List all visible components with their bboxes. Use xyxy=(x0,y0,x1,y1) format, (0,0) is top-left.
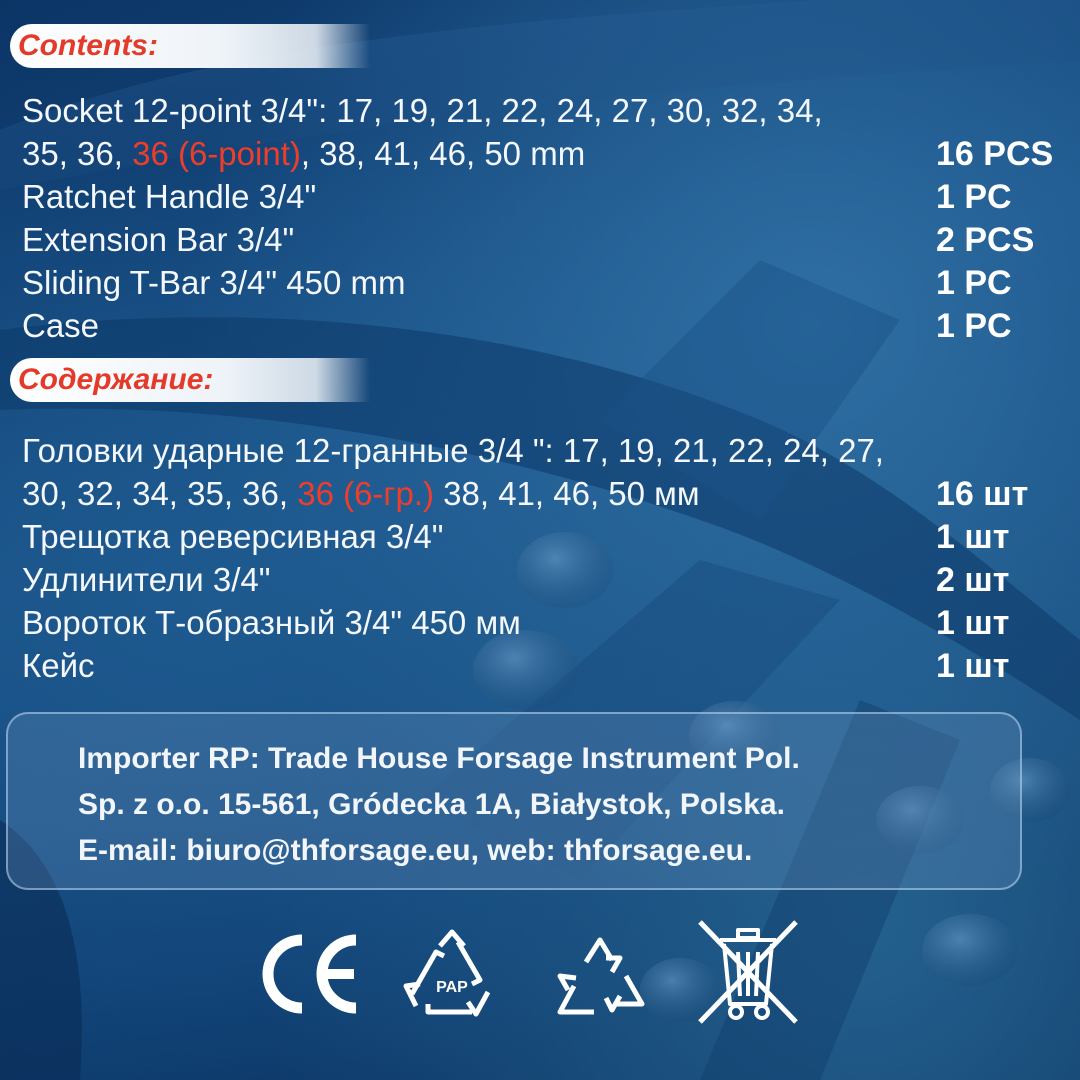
item-text: Case xyxy=(22,307,100,344)
item-quantity: 16 шт xyxy=(936,475,1029,513)
list-item xyxy=(22,604,1062,646)
contents-header: Contents: xyxy=(18,29,158,62)
soderzhanie-header-bar xyxy=(10,358,370,402)
list-item xyxy=(22,264,1062,306)
item-text: Sliding T-Bar 3/4" 450 mm xyxy=(22,264,406,301)
item-text: Socket 12-point 3/4": 17, 19, 21, 22, 24, 27, 30, 32, 34, xyxy=(22,92,823,129)
item-quantity: 1 шт xyxy=(936,647,1010,685)
list-item xyxy=(22,561,1062,603)
item-quantity: 1 шт xyxy=(936,604,1010,642)
pap-label: PAP xyxy=(436,979,468,996)
list-item xyxy=(22,135,1062,177)
item-text: Extension Bar 3/4" xyxy=(22,221,295,258)
ce-mark-icon xyxy=(254,930,366,1018)
highlight-size: 36 (6-point) xyxy=(132,135,301,172)
item-text: Кейс xyxy=(22,647,95,684)
item-quantity: 2 шт xyxy=(936,561,1010,599)
crossed-bin-weee-icon xyxy=(696,918,800,1026)
item-text: 35, 36, 36 (6-point), 38, 41, 46, 50 mm xyxy=(22,135,586,172)
item-text: Вороток Т-образный 3/4" 450 мм xyxy=(22,604,521,641)
item-quantity: 16 PCS xyxy=(936,135,1054,173)
item-quantity: 1 шт xyxy=(936,518,1010,556)
item-quantity: 1 PC xyxy=(936,264,1012,302)
item-quantity: 1 PC xyxy=(936,307,1012,345)
item-text: Удлинители 3/4" xyxy=(22,561,271,598)
list-item xyxy=(22,518,1062,560)
importer-info-box xyxy=(6,712,1022,890)
item-text: Головки ударные 12-гранные 3/4 ": 17, 19, 21, 22, 24, 27, xyxy=(22,432,884,469)
highlight-size: 36 (6-гр.) xyxy=(297,475,434,512)
soderzhanie-header: Содержание: xyxy=(18,363,214,396)
importer-line-3: E-mail: biuro@thforsage.eu, web: thforsage.eu. xyxy=(78,834,753,867)
list-item xyxy=(22,432,1062,474)
list-item xyxy=(22,92,1062,134)
importer-line-2: Sp. z o.o. 15-561, Gródecka 1A, Białystok, Polska. xyxy=(78,788,785,821)
item-quantity: 2 PCS xyxy=(936,221,1035,259)
item-text: Трещотка реверсивная 3/4" xyxy=(22,518,444,555)
pap-recycling-icon xyxy=(402,928,502,1028)
list-item xyxy=(22,221,1062,263)
item-text: Ratchet Handle 3/4" xyxy=(22,178,317,215)
list-item xyxy=(22,475,1062,517)
list-item xyxy=(22,307,1062,349)
importer-line-1: Importer RP: Trade House Forsage Instrument Pol. xyxy=(78,742,800,775)
item-quantity: 1 PC xyxy=(936,178,1012,216)
list-item xyxy=(22,647,1062,689)
contents-header-bar xyxy=(10,24,370,68)
recycling-icon xyxy=(550,932,650,1024)
item-text: 30, 32, 34, 35, 36, 36 (6-гр.) 38, 41, 46, 50 мм xyxy=(22,475,700,512)
list-item xyxy=(22,178,1062,220)
